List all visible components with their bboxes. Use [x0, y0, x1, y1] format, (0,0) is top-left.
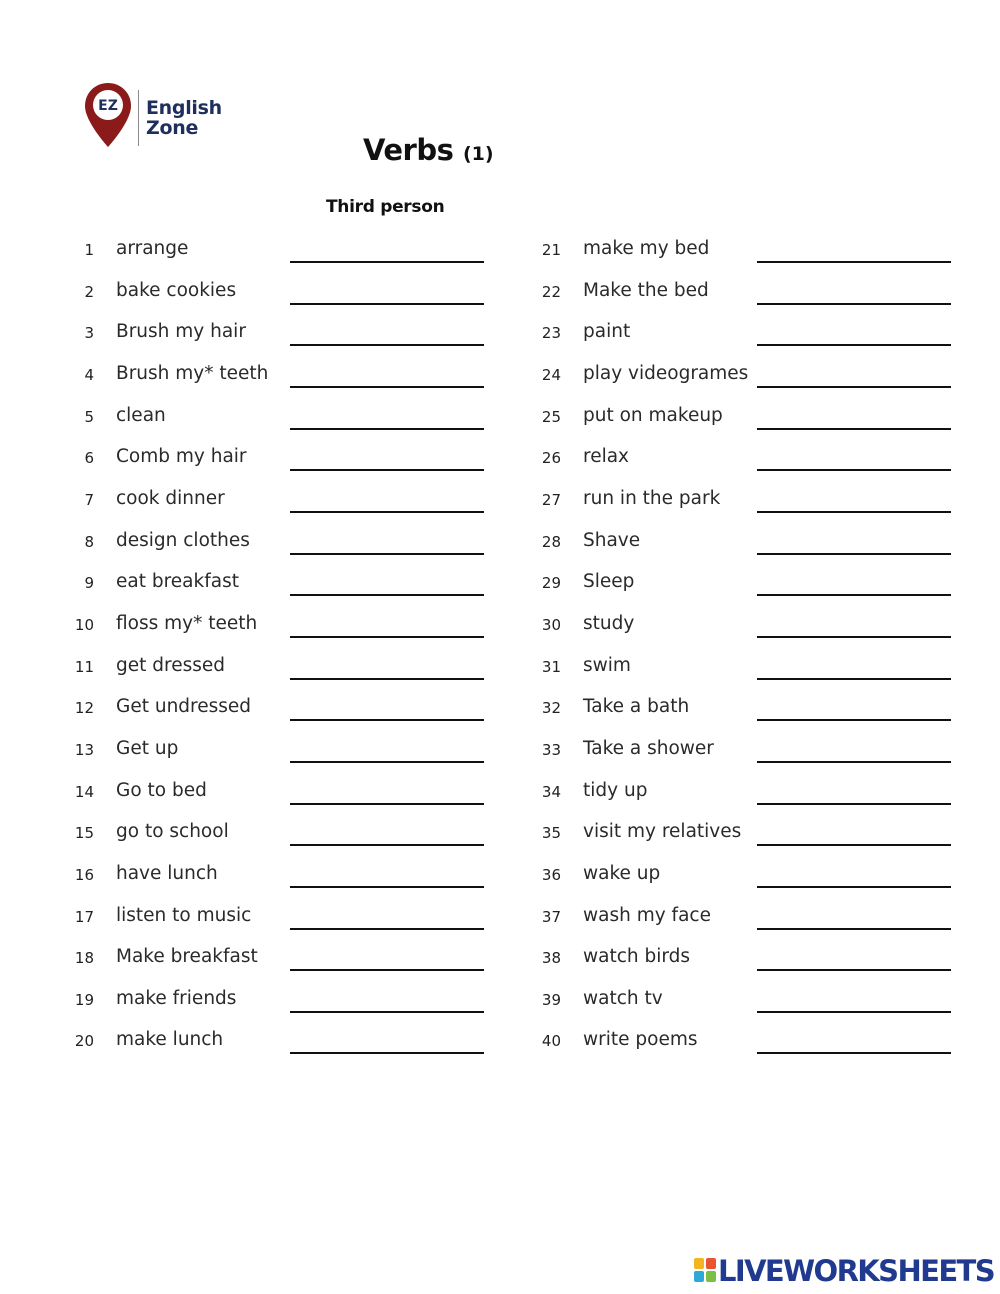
- item-number: 28: [541, 532, 561, 551]
- answer-blank[interactable]: [290, 261, 484, 263]
- verb-row: [533, 772, 953, 814]
- item-number: 26: [541, 449, 561, 468]
- answer-blank[interactable]: [290, 886, 484, 888]
- verb-row: [66, 355, 486, 397]
- verb-row: [66, 730, 486, 772]
- answer-blank[interactable]: [757, 928, 951, 930]
- item-number: 10: [74, 615, 94, 634]
- item-number: 23: [541, 324, 561, 343]
- item-number: 1: [84, 241, 94, 259]
- page-title: [363, 133, 494, 167]
- answer-blank[interactable]: [757, 469, 951, 471]
- verb-row: [66, 605, 486, 647]
- answer-blank[interactable]: [757, 428, 951, 430]
- title-number: (1): [462, 143, 494, 165]
- answer-blank[interactable]: [757, 1011, 951, 1013]
- item-number: 11: [74, 657, 94, 676]
- answer-blank[interactable]: [290, 1052, 484, 1054]
- verb-text: watch tv: [583, 987, 663, 1009]
- item-number: 15: [74, 824, 94, 843]
- verb-row: [533, 480, 953, 522]
- answer-blank[interactable]: [290, 1011, 484, 1013]
- verb-row: [66, 563, 486, 605]
- item-number: 31: [541, 657, 561, 676]
- item-number: 7: [84, 490, 94, 509]
- verb-row: [66, 897, 486, 939]
- verb-row: [533, 980, 953, 1022]
- verb-text: make lunch: [116, 1029, 224, 1051]
- verb-row: [66, 313, 486, 355]
- item-number: 12: [74, 699, 94, 718]
- verb-text: run in the park: [583, 487, 721, 509]
- verb-row: [66, 438, 486, 480]
- verb-row: [533, 1021, 953, 1063]
- verb-text: Take a bath: [583, 696, 690, 718]
- verb-text: floss my* teeth: [116, 612, 258, 634]
- verb-row: [66, 272, 486, 314]
- verb-text: Brush my hair: [116, 321, 246, 343]
- verb-text: make my bed: [583, 238, 710, 259]
- verb-list-right: [533, 230, 953, 1063]
- verb-row: [533, 688, 953, 730]
- verb-text: swim: [583, 654, 631, 676]
- answer-blank[interactable]: [757, 344, 951, 346]
- verb-row: [66, 980, 486, 1022]
- verb-text: play videogrames: [583, 362, 749, 384]
- answer-blank[interactable]: [290, 844, 484, 846]
- verb-row: [533, 605, 953, 647]
- item-number: 39: [541, 990, 561, 1009]
- verb-text: tidy up: [583, 779, 648, 801]
- verb-row: [533, 813, 953, 855]
- verb-row: [533, 438, 953, 480]
- verb-text: design clothes: [116, 529, 250, 551]
- logo-line-1: English: [146, 97, 222, 119]
- verb-row: [66, 813, 486, 855]
- answer-blank[interactable]: [290, 303, 484, 305]
- logo-line-2: Zone: [146, 117, 199, 139]
- verb-text: Get undressed: [116, 696, 252, 718]
- item-number: 35: [541, 824, 561, 843]
- item-number: 13: [74, 740, 94, 759]
- answer-blank[interactable]: [290, 928, 484, 930]
- verb-row: [66, 397, 486, 439]
- item-number: 34: [541, 782, 561, 801]
- verb-text: go to school: [116, 821, 229, 843]
- verb-list-left: [66, 230, 486, 1063]
- item-number: 29: [541, 574, 561, 593]
- verb-text: bake cookies: [116, 279, 237, 301]
- item-number: 17: [74, 907, 94, 926]
- verb-text: study: [583, 612, 635, 634]
- item-number: 27: [541, 490, 561, 509]
- title-main: Verbs: [363, 133, 454, 167]
- verb-text: make friends: [116, 987, 237, 1009]
- verb-text: Go to bed: [116, 779, 207, 801]
- answer-blank[interactable]: [757, 511, 951, 513]
- answer-blank[interactable]: [757, 678, 951, 680]
- item-number: 19: [74, 990, 94, 1009]
- verb-text: listen to music: [116, 904, 252, 926]
- verb-text: visit my relatives: [583, 821, 742, 843]
- answer-blank[interactable]: [757, 969, 951, 971]
- item-number: 2: [84, 282, 94, 301]
- english-zone-logo: [84, 82, 224, 148]
- verb-text: arrange: [116, 238, 189, 259]
- item-number: 9: [84, 574, 94, 593]
- answer-blank[interactable]: [757, 886, 951, 888]
- answer-blank[interactable]: [290, 594, 484, 596]
- item-number: 16: [74, 865, 94, 884]
- verb-row: [533, 563, 953, 605]
- verb-text: paint: [583, 321, 631, 343]
- verb-text: Take a shower: [583, 737, 714, 759]
- item-number: 6: [84, 449, 94, 468]
- logo-wordmark: [146, 98, 226, 138]
- verb-row: [66, 480, 486, 522]
- verb-text: eat breakfast: [116, 571, 239, 593]
- item-number: 20: [74, 1032, 94, 1051]
- item-number: 25: [541, 407, 561, 426]
- page-subtitle: Third person: [326, 197, 445, 217]
- item-number: 5: [84, 407, 94, 426]
- verb-row: [533, 397, 953, 439]
- item-number: 18: [74, 949, 94, 968]
- answer-blank[interactable]: [290, 511, 484, 513]
- item-number: 40: [541, 1032, 561, 1051]
- verb-row: [66, 688, 486, 730]
- verb-text: relax: [583, 446, 630, 468]
- verb-row: [533, 855, 953, 897]
- verb-text: wake up: [583, 862, 661, 884]
- item-number: 22: [541, 282, 561, 301]
- item-number: 37: [541, 907, 561, 926]
- live-badge-icon: [694, 1258, 716, 1282]
- item-number: 14: [74, 782, 94, 801]
- verb-text: Shave: [583, 529, 641, 551]
- verb-text: cook dinner: [116, 487, 225, 509]
- answer-blank[interactable]: [290, 803, 484, 805]
- verb-text: clean: [116, 404, 166, 426]
- item-number: 21: [541, 241, 561, 259]
- answer-blank[interactable]: [290, 678, 484, 680]
- brand-text: LIVEWORKSHEETS: [718, 1254, 995, 1288]
- logo-divider: [138, 90, 139, 146]
- verb-row: [533, 897, 953, 939]
- verb-row: [66, 647, 486, 689]
- answer-blank[interactable]: [290, 719, 484, 721]
- answer-blank[interactable]: [757, 761, 951, 763]
- verb-text: watch birds: [583, 946, 691, 968]
- verb-row: [533, 938, 953, 980]
- item-number: 38: [541, 949, 561, 968]
- answer-blank[interactable]: [757, 844, 951, 846]
- verb-text: wash my face: [583, 904, 711, 926]
- answer-blank[interactable]: [290, 969, 484, 971]
- verb-row: [533, 272, 953, 314]
- answer-blank[interactable]: [757, 636, 951, 638]
- item-number: 3: [84, 324, 94, 343]
- answer-blank[interactable]: [757, 303, 951, 305]
- verb-text: Comb my hair: [116, 446, 247, 468]
- answer-blank[interactable]: [290, 344, 484, 346]
- verb-text: put on makeup: [583, 404, 723, 426]
- answer-blank[interactable]: [290, 428, 484, 430]
- verb-row: [533, 522, 953, 564]
- verb-row: [533, 230, 953, 272]
- item-number: 8: [84, 532, 94, 551]
- answer-blank[interactable]: [757, 719, 951, 721]
- verb-row: [66, 772, 486, 814]
- answer-blank[interactable]: [757, 553, 951, 555]
- answer-blank[interactable]: [290, 761, 484, 763]
- verb-row: [533, 355, 953, 397]
- verb-text: Sleep: [583, 571, 635, 593]
- verb-text: have lunch: [116, 862, 218, 884]
- verb-row: [66, 938, 486, 980]
- answer-blank[interactable]: [290, 386, 484, 388]
- answer-blank[interactable]: [757, 386, 951, 388]
- verb-text: write poems: [583, 1029, 698, 1051]
- answer-blank[interactable]: [290, 469, 484, 471]
- verb-row: [533, 730, 953, 772]
- verb-text: get dressed: [116, 654, 225, 676]
- map-pin-icon: [84, 82, 132, 148]
- answer-blank[interactable]: [290, 553, 484, 555]
- item-number: 30: [541, 615, 561, 634]
- answer-blank[interactable]: [757, 1052, 951, 1054]
- verb-text: Make the bed: [583, 279, 709, 301]
- verb-row: [66, 522, 486, 564]
- item-number: 24: [541, 365, 561, 384]
- verb-text: Make breakfast: [116, 946, 258, 968]
- answer-blank[interactable]: [757, 803, 951, 805]
- verb-row: [66, 855, 486, 897]
- answer-blank[interactable]: [290, 636, 484, 638]
- item-number: 33: [541, 740, 561, 759]
- verb-row: [533, 647, 953, 689]
- verb-row: [533, 313, 953, 355]
- verb-text: Get up: [116, 737, 179, 759]
- verb-row: [66, 1021, 486, 1063]
- verb-row: [66, 230, 486, 272]
- verb-text: Brush my* teeth: [116, 362, 269, 384]
- item-number: 36: [541, 865, 561, 884]
- answer-blank[interactable]: [757, 594, 951, 596]
- item-number: 4: [84, 365, 94, 384]
- answer-blank[interactable]: [757, 261, 951, 263]
- logo-mark: EZ: [98, 98, 118, 114]
- item-number: 32: [541, 699, 561, 718]
